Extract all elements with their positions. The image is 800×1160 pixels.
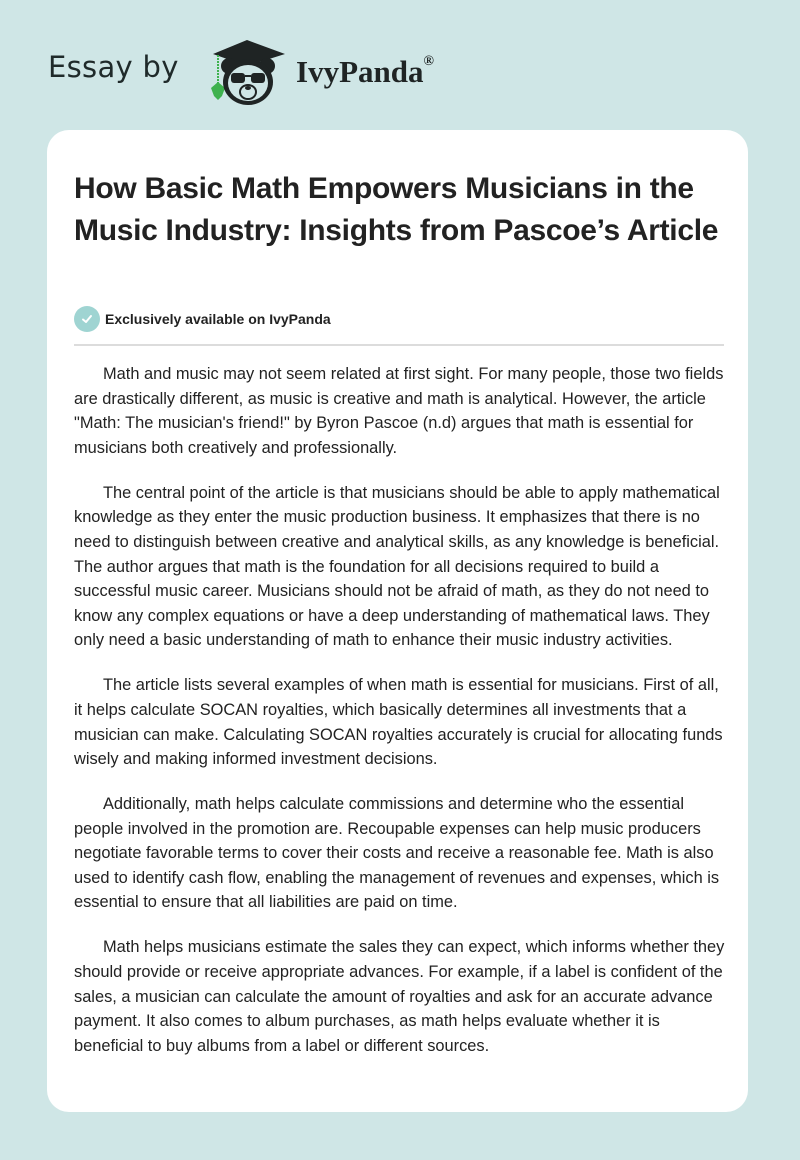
exclusive-label: Exclusively available on IvyPanda (105, 311, 331, 327)
paragraph: Math helps musicians estimate the sales they can expect, which informs whether they should provide or receive appropriate advances. For example, if a label is confident of the sales, a musician can calculate the amount of royalties and ask for an accurate advance payment. It also comes to album purchases, as math helps evaluate whether it is beneficial to buy albums from a label or different sources. (74, 938, 725, 1055)
essay-title: How Basic Math Empowers Musicians in the Music Industry: Insights from Pascoe’s Article (74, 172, 719, 247)
paragraph: The central point of the article is that musicians should be able to apply mathematical knowledge as they enter the music production business. It emphasizes that there is no need to distinguish between creative and analytical skills, as any knowledge is beneficial. The author argues that math is the foundation for all decisions required to build a successful music career. Musicians should not be afraid of math, as they do not need to know any complex equations or have a deep understanding of mathematical laws. They only need a basic understanding of math to enhance their music industry activities. (74, 483, 720, 650)
essay-card (47, 130, 748, 1112)
essay-body (74, 362, 729, 1079)
essay-by-label: Essay by (48, 50, 179, 84)
check-circle-icon (74, 306, 100, 332)
paragraph: Additionally, math helps calculate commissions and determine who the essential people involved in the promotion are. Recoupable expenses can help music producers negotiate favorable terms to cover their costs and receive a reasonable fee. Math is also used to identify cash flow, enabling the management of revenues and expenses, which is essential to ensure that all liabilities are paid on time. (74, 795, 720, 912)
site-header (0, 0, 800, 130)
paragraph: Math and music may not seem related at first sight. For many people, those two fields are drastically different, as music is creative and math is analytical. However, the article "Math: The musician's friend!" by Byron Pascoe (n.d) argues that math is essential for musicians both creatively and professionally. (74, 365, 724, 457)
brand-name[interactable]: IvyPanda® (296, 53, 434, 89)
divider (74, 344, 724, 346)
panda-graduate-logo-icon[interactable] (203, 36, 291, 108)
exclusive-badge (74, 306, 331, 332)
paragraph: The article lists several examples of when math is essential for musicians. First of all, it helps calculate SOCAN royalties, which basically determines all investments that a musician can make. Calculating SOCAN royalties accurately is crucial for allocating funds wisely and making informed investment decisions. (74, 676, 723, 769)
